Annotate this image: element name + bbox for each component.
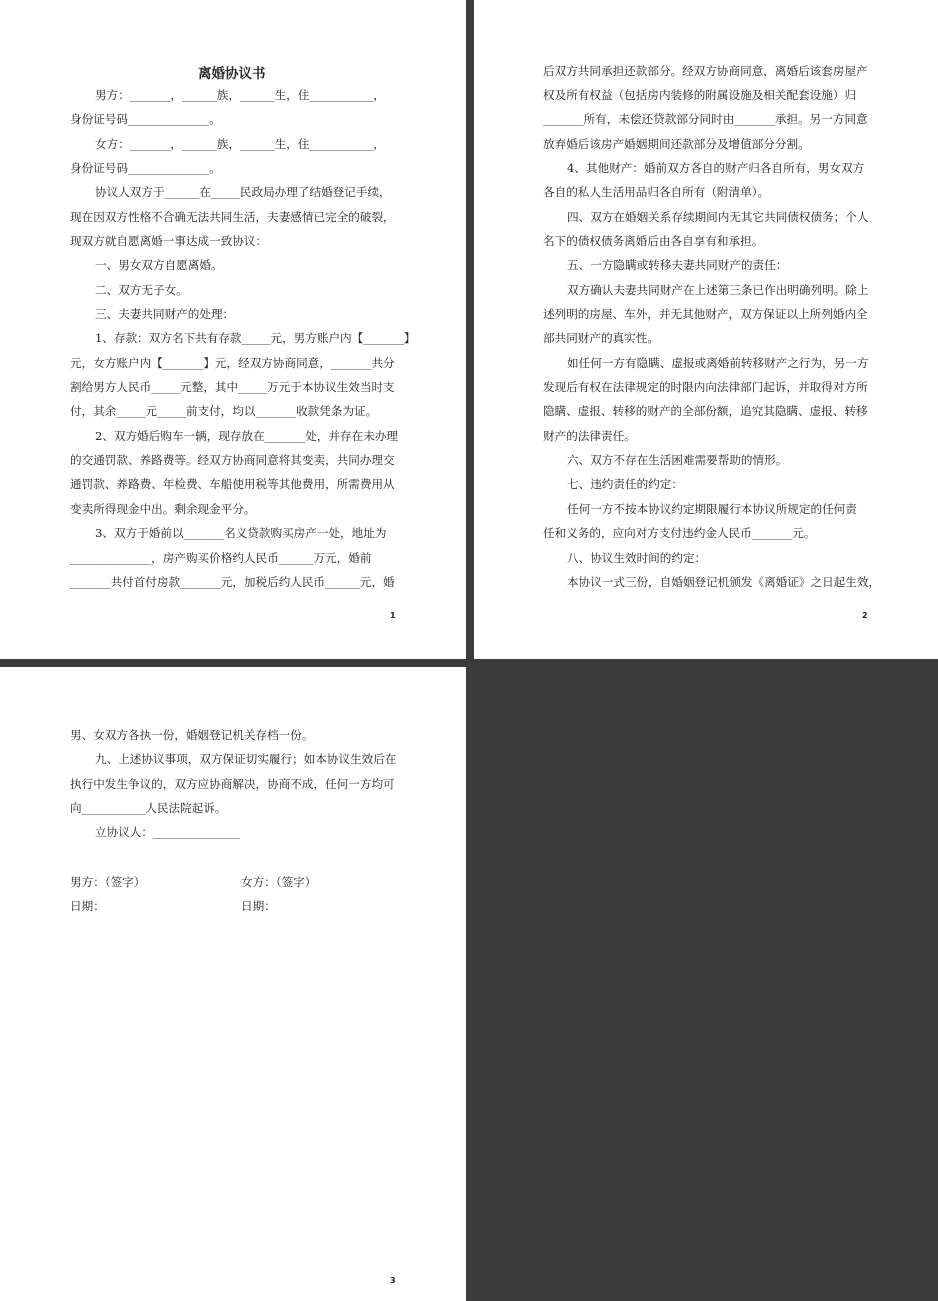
document-page-3 — [0, 667, 466, 1301]
text-line: 隐瞒、虚报、转移的财产的全部份额，追究其隐瞒、虚报、转移 — [543, 404, 868, 418]
page-number: 1 — [390, 611, 396, 620]
text-line: 4、其他财产：婚前双方各自的财产归各自所有，男女双方 — [567, 161, 865, 175]
text-line: 三、夫妻共同财产的处理： — [95, 307, 235, 321]
document-title: 离婚协议书 — [198, 66, 266, 82]
male-date-label: 日期： — [70, 899, 105, 913]
text-line: 2、双方婚后购车一辆，现存放在_______处，并存在未办理 — [95, 429, 399, 443]
text-line: 四、双方在婚姻关系存续期间内无其它共同债权债务；个人 — [567, 210, 869, 224]
text-line: 如任何一方有隐瞒、虚报或离婚前转移财产之行为，另一方 — [567, 356, 869, 370]
text-line: 财产的法律责任。 — [543, 429, 636, 443]
text-line: 的交通罚款、养路费等。经双方协商同意将其变卖，共同办理交 — [70, 453, 395, 467]
text-line: 五、一方隐瞒或转移夫妻共同财产的责任： — [567, 258, 788, 272]
text-line: 一、男女双方自愿离婚。 — [95, 258, 223, 272]
text-line: _______共付首付房款_______元，加税后约人民币______元，婚 — [70, 575, 395, 589]
page-number: 3 — [390, 1276, 396, 1285]
text-line: 现在因双方性格不合确无法共同生活，夫妻感情已完全的破裂， — [70, 210, 395, 224]
text-line: 部共同财产的真实性。 — [543, 331, 659, 345]
text-line: 男、女双方各执一份，婚姻登记机关存档一份。 — [70, 728, 314, 742]
text-line: 后双方共同承担还款部分。经双方协商同意，离婚后该套房屋产 — [543, 64, 868, 78]
text-line: ______________，房产购买价格约人民币______万元，婚前 — [70, 551, 372, 565]
text-line: 名下的债权债务离婚后由各自享有和承担。 — [543, 234, 764, 248]
female-date-label: 日期： — [241, 899, 276, 913]
text-line: 变卖所得现金中出。剩余现金平分。 — [70, 502, 256, 516]
document-page-1 — [0, 0, 466, 659]
text-line: 各自的私人生活用品归各自所有（附清单）。 — [543, 185, 770, 199]
text-line: 付，其余_____元_____前支付，均以_______收款凭条为证。 — [70, 404, 378, 418]
document-page-2 — [474, 0, 938, 659]
text-line: 任何一方不按本协议约定期限履行本协议所规定的任何责 — [567, 502, 857, 516]
text-line: 七、违约责任的约定： — [567, 477, 683, 491]
text-line: 3、双方于婚前以_______名义贷款购买房产一处，地址为 — [95, 526, 387, 540]
female-signature-label: 女方：（签字） — [241, 875, 317, 889]
text-line: 八、协议生效时间的约定： — [567, 551, 707, 565]
page-number: 2 — [862, 611, 868, 620]
text-line: 任和义务的，应向对方支付违约金人民币_______元。 — [543, 526, 816, 540]
text-line: 割给男方人民币_____元整，其中_____万元于本协议生效当时支 — [70, 380, 395, 394]
text-line: 六、双方不存在生活困难需要帮助的情形。 — [567, 453, 788, 467]
text-line: 执行中发生争议的，双方应协商解决，协商不成，任何一方均可 — [70, 777, 395, 791]
text-line: 向___________人民法院起诉。 — [70, 801, 227, 815]
text-line: 女方：_______，______族，______生，住___________， — [95, 137, 385, 151]
text-line: 通罚款、养路费、年检费、车船使用税等其他费用，所需费用从 — [70, 477, 395, 491]
text-line: 二、双方无子女。 — [95, 283, 188, 297]
male-signature-label: 男方：（签字） — [70, 875, 146, 889]
text-line: 男方：_______，______族，______生，住___________， — [95, 88, 385, 102]
text-line: _______所有，未偿还贷款部分同时由_______承担。另一方同意 — [543, 112, 868, 126]
text-line: 权及所有权益（包括房内装修的附属设施及相关配套设施）归 — [543, 88, 857, 102]
text-line: 放弃婚后该房产婚姻期间还款部分及增值部分分割。 — [543, 137, 810, 151]
text-line: 本协议一式三份，自婚姻登记机颁发《离婚证》之日起生效， — [567, 575, 881, 589]
text-line: 发现后有权在法律规定的时限内向法律部门起诉，并取得对方所 — [543, 380, 868, 394]
text-line: 九、上述协议事项，双方保证切实履行；如本协议生效后在 — [95, 752, 397, 766]
text-line: 现双方就自愿离婚一事达成一致协议： — [70, 234, 268, 248]
text-line: 1、存款：双方名下共有存款_____元，男方账户内【_______】 — [95, 331, 416, 345]
text-line: 述列明的房屋、车外，并无其他财产，双方保证以上所列婚内全 — [543, 307, 868, 321]
text-line: 协议人双方于______在_____民政局办理了结婚登记手续， — [95, 185, 391, 199]
text-line: 立协议人：_______________ — [95, 825, 240, 839]
text-line: 身份证号码______________。 — [70, 112, 221, 126]
text-line: 双方确认夫妻共同财产在上述第三条已作出明确列明。除上 — [567, 283, 869, 297]
text-line: 元，女方账户内【_______】元，经双方协商同意，_______共分 — [70, 356, 395, 370]
text-line: 身份证号码______________。 — [70, 161, 221, 175]
